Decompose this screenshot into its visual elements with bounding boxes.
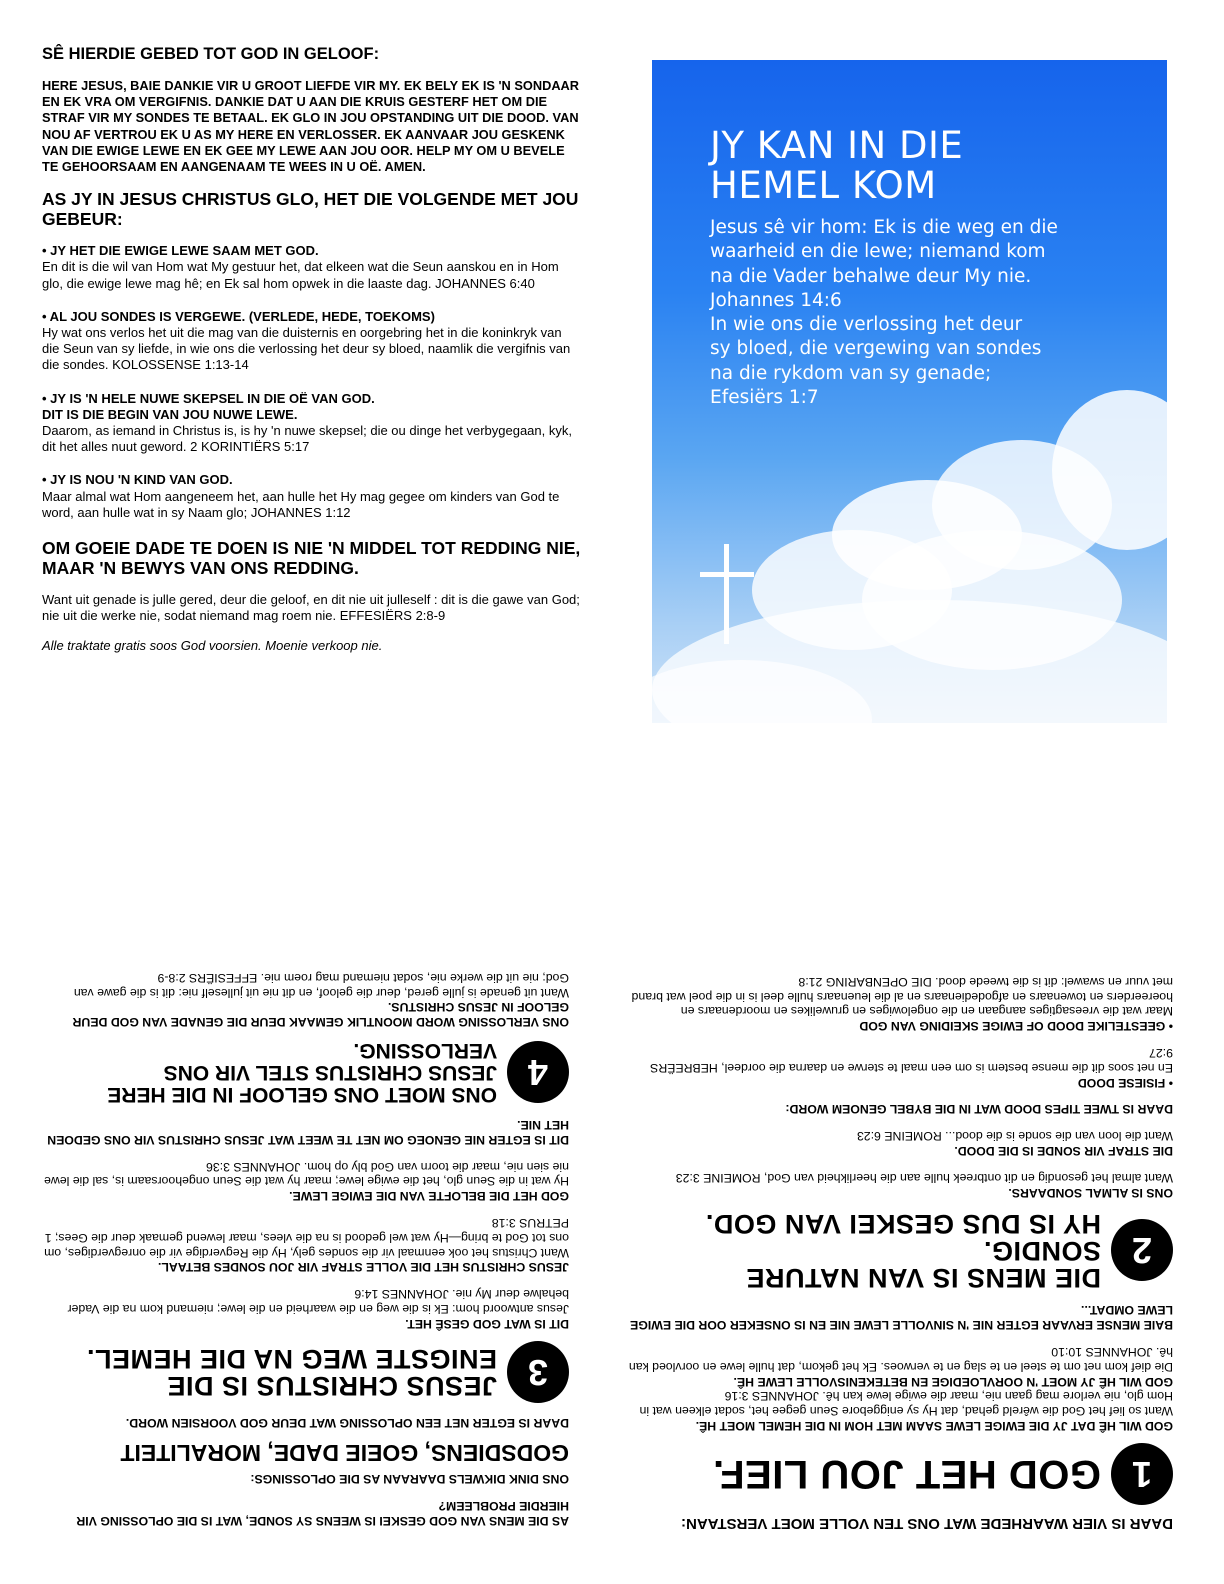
cover-title-line: JY KAN IN DIE: [710, 124, 964, 167]
works-heading: OM GOEIE DADE TE DOEN IS NIE 'N MIDDEL TOT REDDING NIE, MAAR 'N BEWYS VAN ONS REDDING.: [42, 538, 581, 579]
item-title: • JY IS 'N HELE NUWE SKEPSEL IN DIE OË VAN GOD.: [42, 390, 375, 406]
section-header: [628, 1210, 1173, 1291]
section-text: DIE STRAF VIR SONDE IS DIE DOOD.: [954, 1144, 1173, 1159]
section-text: Want so lief het God die wêreld gehad, dat Hy sy eniggebore Seun gegee het, sodat elkeen wat in Hom glo, nie verlore mag gaan nie, maar die ewige lewe kan hê. JOHANNES 3:16: [639, 1389, 1173, 1419]
section-text: DIT IS WAT GOD GESÊ HET.: [405, 1316, 569, 1331]
verse-line: Jesus sê vir hom: Ek is die weg en die: [710, 217, 1058, 238]
section-header: [44, 1039, 569, 1105]
section-heading-line: ENIGSTE WEG NA DIE HEMEL.: [86, 1343, 497, 1374]
section-text: GOD WIL HÊ DAT JY DIE EWIGE LEWE SAAM MET HOM IN DIE HEMEL MOET HÊ.: [695, 1419, 1173, 1433]
section-heading: [628, 1210, 1101, 1291]
cover-image: [652, 60, 1167, 723]
section-text: Hy wat in die Seun glo, het die ewige lewe; maar hy wat die Seun ongehoorsaam is, sal die lewe nie sien nie, maar die toorn van God bly op hom. JOHANNES 3:36: [44, 1159, 569, 1189]
truths-intro: DAAR IS VIER WAARHEDE WAT ONS TEN VOLLE MOET VERSTAAN:: [681, 1515, 1173, 1532]
verse-line: waarheid en die lewe; niemand kom: [710, 241, 1046, 263]
works-body: Want uit genade is julle gered, deur die geloof, en dit nie uit julleself : dit is die gawe van God; nie uit die werke nie, sodat niemand mag roem nie. EFFESIËRS 2:8-9: [42, 592, 580, 624]
section-text: Maar wat die vreesagtiges aangaan en die ongelowiges en gruwelikes en moordenaars en hoereerders en towenaars en afgodedienaars en al die leuenaars hulle deel is in die poel wat brand met vuur en swawel: dit is die tweede dood. DIE OPENBARING 21:8: [631, 974, 1173, 1019]
number-badge: 3: [507, 1341, 569, 1403]
section-text: Jesus antwoord hom: Ek is die weg en die waarheid en die lewe; niemand kom na die Vader behalwe deur My nie. JOHANNES 14:6: [67, 1287, 569, 1317]
verse-line: na die Vader behalwe deur My nie.: [710, 265, 1032, 287]
section-text: • GEESTELIKE DOOD OF EWIGE SKEIDING VAN GOD: [859, 1019, 1173, 1034]
number-badge: 1: [1111, 1443, 1173, 1505]
cross-icon: [700, 544, 756, 644]
verse-line: Johannes 14:6: [710, 289, 842, 311]
believe-heading: AS JY IN JESUS CHRISTUS GLO, HET DIE VOLGENDE MET JOU GEBEUR:: [42, 189, 579, 230]
cover-title: [710, 126, 963, 206]
list-item: [42, 243, 582, 292]
section-text: Want uit genade is julle gered, deur die geloof, en dit nie uit julleself nie: dit is die gawe van God; nie uit die werke nie, sodat niemand mag roem nie. EFFESIËRS 2:8-9: [73, 970, 569, 1000]
cover-title-line: HEMEL KOM: [710, 164, 937, 207]
section-text: AS DIE MENS VAN GOD GESKEI IS WEENS SY SONDE, WAT IS DIE OPLOSSING VIR HIERDIE PROBLEEM?: [76, 1499, 569, 1528]
list-item: [42, 391, 582, 456]
number-badge: 4: [507, 1041, 569, 1103]
section-heading-line: HY IS DUS GESKEI VAN GOD.: [705, 1208, 1101, 1239]
cover-verse: [710, 216, 1140, 410]
section-heading-line: JESUS CHRISTUS STEL VIR ONS VERLOSSING.: [163, 1039, 497, 1085]
item-title: • AL JOU SONDES IS VERGEWE. (VERLEDE, HEDE, TOEKOMS): [42, 308, 435, 324]
verse-line: sy bloed, die vergewing van sondes: [710, 338, 1042, 360]
section-text: DAAR IS TWEE TIPES DOOD WAT IN DIE BYBEL GENOEM WORD:: [785, 1102, 1173, 1117]
truths-panel-1-2: [628, 820, 1173, 1532]
item-title: • JY IS NOU 'N KIND VAN GOD.: [42, 472, 233, 488]
truths-panel-3-4: [44, 858, 569, 1528]
verse-line: na die rykdom van sy genade;: [710, 362, 992, 384]
section-text: En net soos dit die mense bestem is om een maal te sterwe en daarna die oordeel, HEBREËRS 9:27: [650, 1046, 1173, 1075]
item-body: Hy wat ons verlos het uit die mag van die duisternis en oorgebring het in die koninkryk van die Seun van sy liefde, in wie ons die verlossing het deur sy bloed, naamlik die vergifnis van die sondes. KOLOSSENSE 1:13-14: [42, 325, 571, 373]
verse-line: Efesiërs 1:7: [710, 387, 819, 409]
number-badge: 2: [1111, 1219, 1173, 1281]
item-title: • JY HET DIE EWIGE LEWE SAAM MET GOD.: [42, 243, 319, 259]
item-subtitle: DIT IS DIE BEGIN VAN JOU NUWE LEWE.: [42, 406, 298, 422]
section-heading-line: DIE MENS IS VAN NATURE SONDIG.: [745, 1235, 1101, 1293]
section-text: JESUS CHRISTUS HET DIE VOLLE STRAF VIR JOU SONDES BETAAL.: [157, 1260, 569, 1275]
item-body: Maar almal wat Hom aangeneem het, aan hulle het Hy mag gegee om kinders van God te word, aan hulle wat in sy Naam glo; JOHANNES 1:12: [42, 488, 560, 520]
section-heading: [86, 1345, 497, 1399]
section-heading-line: ONS MOET ONS GELOOF IN DIE HERE: [107, 1083, 497, 1107]
section-text: GOD WIL HÊ JY MOET 'N OORVLOEDIGE EN BETEKENISVOLLE LEWE HÊ.: [733, 1374, 1173, 1389]
prayer-heading: SÊ HIERDIE GEBED TOT GOD IN GELOOF:: [42, 45, 380, 63]
prayer-panel: [42, 44, 582, 655]
section-text: ONS IS ALMAL SONDAARS.: [1008, 1185, 1173, 1200]
section-text: Want die loon van die sonde is die dood... ROMEINE 6:23: [856, 1129, 1173, 1144]
section-text: Die dief kom net om te steel en te slag en te verwoes. Ek het gekom, dat hulle lewe en oorvloed kan hê. JOHANNES 10:10: [628, 1345, 1173, 1374]
section-heading: [44, 1039, 497, 1105]
section-text: BAIE MENSE ERVAAR EGTER NIE 'N SINVOLLE LEWE NIE EN IS ONSEKER OOR DIE EWIGE LEWE OMDAT...: [630, 1303, 1173, 1333]
section-header: [628, 1443, 1173, 1505]
solutions-heading: GODSDIENS, GOEIE DADE, MORALITEIT: [120, 1439, 569, 1466]
section-text: Want Christus het ook eenmaal vir die sondes gely, Hy die Regverdige vir die onregverdiges, om ons tot God te bring—Hy wat wel gedood is na die vlees, maar lewend gemaak deur die Gees; 1 PETRUS 3:18: [44, 1216, 569, 1260]
section-text: ONS DINK DIKWELS DAARAAN AS DIE OPLOSSINGS:: [250, 1472, 569, 1487]
prayer-text: HERE JESUS, BAIE DANKIE VIR U GROOT LIEFDE VIR MY. EK BELY EK IS 'N SONDAAR EN EK VRA OM VERGIFNIS. DANKIE DAT U AAN DIE KRUIS GESTERF HET OM DIE STRAF VIR MY SONDES TE BETAAL. EK GLO IN JOU OPSTANDING UIT DIE DOOD. VAN NOU AF VERTROU EK U AS MY HERE EN VERLOSSER. EK AANVAAR JOU GESKENK VAN DIE EWIGE LEWE EN EK GEE MY LEWE AAN JOU OOR. HELP MY OM U BEVELE TE GEHOORSAAM EN AANGENAAM TE WEES IN U OË. AMEN.: [42, 78, 580, 175]
verse-line: In wie ons die verlossing het deur: [710, 314, 1023, 336]
section-text: DIT IS EGTER NIE GENOEG OM NET TE WEET WAT JESUS CHRISTUS VIR ONS GEDOEN HET NIE.: [47, 1118, 569, 1147]
section-text: GOD HET DIE BELOFTE VAN DIE EWIGE LEWE.: [289, 1189, 569, 1204]
item-body: Daarom, as iemand in Christus is, is hy 'n nuwe skepsel; die ou dinge het verbygegaan, kyk, dit het alles nuut geword. 2 KORINTIËRS 5:17: [42, 423, 572, 455]
section-heading-line: JESUS CHRISTUS IS DIE: [166, 1370, 497, 1401]
section-heading: GOD HET JOU LIEF.: [712, 1452, 1101, 1496]
section-text: • FISIESE DOOD: [1077, 1075, 1173, 1090]
section-text: Want almal het gesondig en dit ontbreek hulle aan die heerlikheid van God, ROMEINE 3:23: [675, 1170, 1173, 1185]
section-text: ONS VERLOSSING WORD MOONTLIK GEMAAK DEUR DIE GENADE VAN GOD DEUR GELOOF IN JESUS CHRISTUS.: [72, 1000, 569, 1030]
footer-note: Alle traktate gratis soos God voorsien. Moenie verkoop nie.: [42, 638, 383, 654]
list-item: [42, 472, 582, 521]
list-item: [42, 309, 582, 374]
section-text: DAAR IS EGTER NET EEN OPLOSSING WAT DEUR GOD VOORSIEN WORD.: [125, 1415, 569, 1430]
section-header: [44, 1341, 569, 1403]
item-body: En dit is die wil van Hom wat My gestuur het, dat elkeen wat die Seun aanskou en in Hom glo, die ewige lewe mag hê; en Ek sal hom opwek in die laaste dag. JOHANNES 6:40: [42, 259, 559, 291]
